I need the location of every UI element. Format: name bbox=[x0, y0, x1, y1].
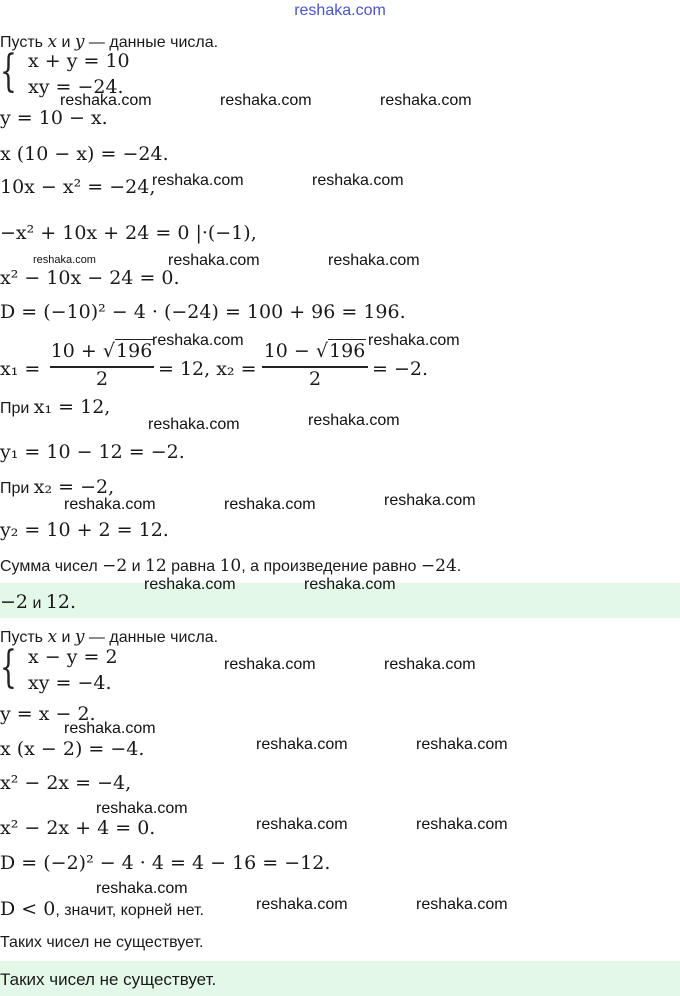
watermark: reshaka.com bbox=[168, 252, 260, 269]
x1-denominator: 2 bbox=[95, 368, 109, 390]
case2-line bbox=[0, 476, 114, 498]
intro-and: и bbox=[57, 34, 75, 51]
y1-line: y₁ = 10 − 12 = −2. bbox=[0, 441, 185, 463]
intro-text: Пусть bbox=[0, 34, 48, 51]
watermark: reshaka.com bbox=[384, 656, 476, 673]
step-line: y = x − 2. bbox=[0, 703, 96, 725]
system-eq2: xy = −24. bbox=[28, 76, 124, 98]
d-math: D < 0 bbox=[0, 898, 56, 920]
conclusion-line bbox=[0, 556, 461, 576]
system-eq1: x − y = 2 bbox=[28, 646, 118, 668]
x1-label: x₁ = bbox=[0, 358, 41, 380]
case-math: x₁ = 12, bbox=[33, 396, 111, 418]
watermark: reshaka.com bbox=[380, 92, 472, 109]
case-math: x₂ = −2, bbox=[33, 476, 115, 498]
step-line: x (x − 2) = −4. bbox=[0, 738, 145, 760]
x2-denominator: 2 bbox=[308, 368, 322, 390]
discriminant-line: D = (−10)² − 4 · (−24) = 100 + 96 = 196. bbox=[0, 301, 406, 323]
sqrt-sign: √ bbox=[102, 340, 116, 362]
number: 12 bbox=[145, 556, 167, 576]
system-eq2: xy = −4. bbox=[28, 672, 112, 694]
watermark: reshaka.com bbox=[256, 816, 348, 833]
answer-text bbox=[0, 591, 76, 613]
system-brace: { bbox=[0, 46, 17, 97]
x1-fraction bbox=[50, 340, 154, 390]
step-line: x² − 2x + 4 = 0. bbox=[0, 817, 156, 839]
watermark: reshaka.com bbox=[304, 576, 396, 593]
system-brace: { bbox=[0, 642, 17, 693]
intro-rest: — данные числа. bbox=[84, 34, 219, 51]
step-line: y = 10 − x. bbox=[0, 107, 108, 129]
answer-box-2 bbox=[0, 961, 680, 996]
text: Сумма чисел bbox=[0, 558, 103, 575]
discriminant-line: D = (−2)² − 4 · 4 = 4 − 16 = −12. bbox=[0, 852, 331, 874]
x2-radicand: 196 bbox=[329, 340, 366, 362]
step-line: 10x − x² = −24, bbox=[0, 176, 156, 198]
watermark: reshaka.com bbox=[148, 416, 240, 433]
watermark: reshaka.com bbox=[328, 252, 420, 269]
y2-line: y₂ = 10 + 2 = 12. bbox=[0, 519, 169, 541]
watermark: reshaka.com bbox=[144, 576, 236, 593]
conclusion-line: Таких чисел не существует. bbox=[0, 934, 204, 951]
watermark: reshaka.com bbox=[416, 816, 508, 833]
answer-and: и bbox=[28, 595, 46, 612]
problem1-intro bbox=[0, 32, 218, 52]
watermark: reshaka.com bbox=[220, 92, 312, 109]
intro-text: Пусть bbox=[0, 629, 48, 646]
watermark: reshaka.com bbox=[416, 896, 508, 913]
watermark: reshaka.com bbox=[308, 412, 400, 429]
answer-number: 12. bbox=[45, 591, 77, 613]
answer-text: Таких чисел не существует. bbox=[0, 970, 217, 989]
text: , а произведение равно bbox=[241, 558, 421, 575]
step-line: −x² + 10x + 24 = 0 |·(−1), bbox=[0, 222, 257, 244]
var-x: x bbox=[47, 32, 58, 52]
number: −2 bbox=[102, 556, 128, 576]
text: и bbox=[127, 558, 146, 575]
step-line: x² − 2x = −4, bbox=[0, 772, 132, 794]
intro-rest: — данные числа. bbox=[84, 629, 219, 646]
watermark: reshaka.com bbox=[416, 736, 508, 753]
watermark: reshaka.com bbox=[96, 880, 188, 897]
x2-numerator: 10 − bbox=[263, 340, 316, 362]
watermark: reshaka.com bbox=[312, 172, 404, 189]
d-text: , значит, корней нет. bbox=[55, 902, 204, 919]
case-word: При bbox=[0, 400, 34, 417]
x1-radicand: 196 bbox=[116, 340, 153, 362]
x2-fraction bbox=[262, 340, 368, 390]
system-eq1: x + y = 10 bbox=[28, 50, 130, 72]
var-y: y bbox=[74, 627, 85, 647]
watermark: reshaka.com bbox=[152, 172, 244, 189]
watermark: reshaka.com bbox=[256, 736, 348, 753]
discriminant-conclusion bbox=[0, 898, 204, 920]
watermark: reshaka.com bbox=[60, 92, 152, 109]
case-word: При bbox=[0, 480, 34, 497]
number: 10 bbox=[219, 556, 242, 576]
watermark: reshaka.com bbox=[384, 492, 476, 509]
watermark: reshaka.com bbox=[64, 720, 156, 737]
var-x: x bbox=[47, 627, 58, 647]
site-header[interactable]: reshaka.com bbox=[294, 2, 386, 19]
watermark: reshaka.com bbox=[96, 800, 188, 817]
watermark: reshaka.com bbox=[33, 254, 96, 266]
step-line: x² − 10x − 24 = 0. bbox=[0, 267, 180, 289]
answer-number: −2 bbox=[0, 591, 29, 613]
watermark: reshaka.com bbox=[152, 332, 244, 349]
watermark: reshaka.com bbox=[224, 496, 316, 513]
x2-tail: = −2. bbox=[372, 358, 429, 380]
x1-numerator: 10 + bbox=[50, 340, 103, 362]
step-line: x (10 − x) = −24. bbox=[0, 143, 169, 165]
sqrt-sign: √ bbox=[315, 340, 329, 362]
case1-line bbox=[0, 396, 110, 418]
watermark: reshaka.com bbox=[368, 332, 460, 349]
problem2-intro bbox=[0, 627, 218, 647]
watermark: reshaka.com bbox=[224, 656, 316, 673]
text: равна bbox=[166, 558, 220, 575]
x1-tail: = 12, x₂ = bbox=[158, 358, 257, 380]
text: . bbox=[456, 558, 462, 575]
intro-and: и bbox=[57, 629, 75, 646]
number: −24 bbox=[420, 556, 457, 576]
watermark: reshaka.com bbox=[64, 496, 156, 513]
watermark: reshaka.com bbox=[256, 896, 348, 913]
var-y: y bbox=[74, 32, 85, 52]
